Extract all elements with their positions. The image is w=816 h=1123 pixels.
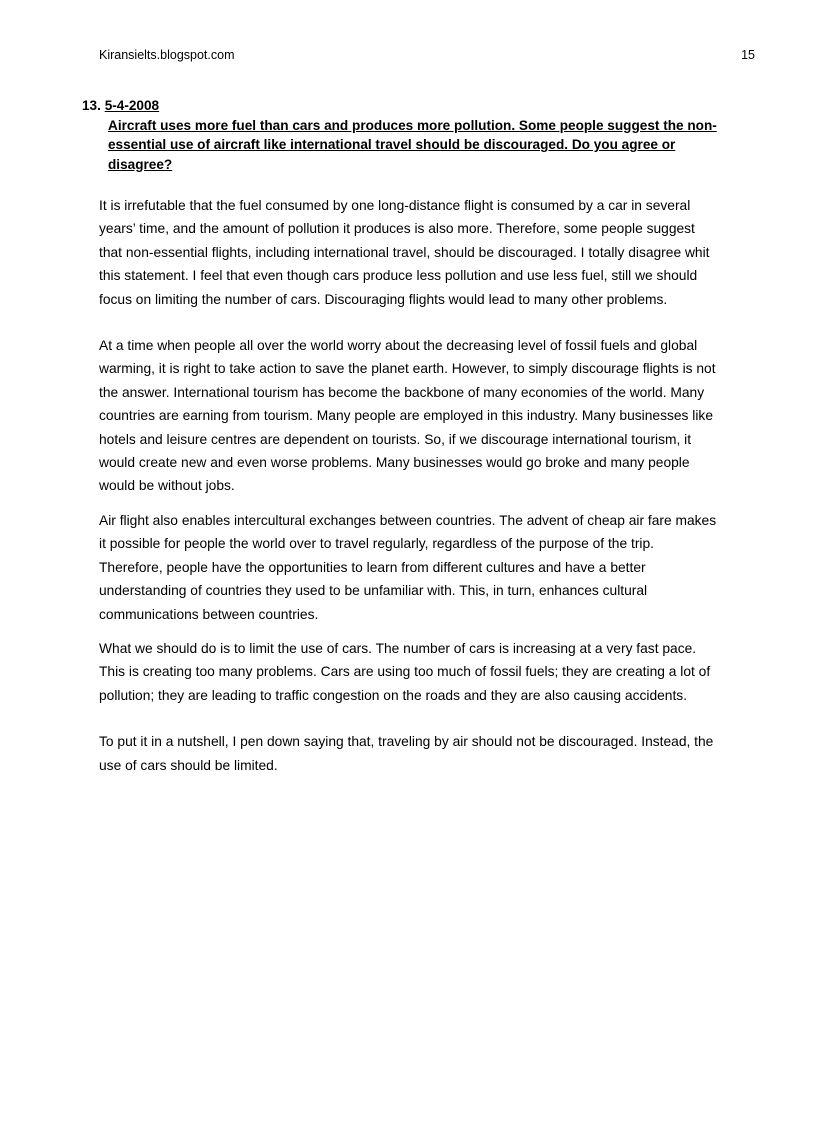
site-name: Kiransielts.blogspot.com — [99, 48, 235, 62]
question-prompt: Aircraft uses more fuel than cars and produces more pollution. Some people suggest the non-essential use of aircraft like international travel should be discouraged. Do you agree or disagree? — [108, 117, 717, 172]
essay-body — [99, 194, 719, 777]
essay-paragraph-1: It is irrefutable that the fuel consumed by one long-distance flight is consumed by a car in several years’ time, and the amount of pollution it produces is also more. Therefore, some people suggest that non-essential flights, including international travel, should be discouraged. I totally disagree whit this statement. I feel that even though cars produce less pollution and use less fuel, still we should focus on limiting the number of cars. Discouraging flights would lead to many other problems. — [99, 198, 710, 307]
essay-paragraph-5: To put it in a nutshell, I pen down saying that, traveling by air should not be discouraged. Instead, the use of cars should be limited. — [99, 734, 714, 773]
essay-paragraph-2: At a time when people all over the world worry about the decreasing level of fossil fuels and global warming, it is right to take action to save the planet earth. However, to simply discourage flights is not the answer. International tourism has become the backbone of many economies of the world. Many countries are earning from tourism. Many people are employed in this industry. Many businesses like hotels and leisure centres are dependent on tourists. So, if we discourage international tourism, it would create new and even worse problems. Many businesses would go broke and many people would be without jobs. — [99, 338, 716, 494]
question-number: 13. — [82, 98, 101, 113]
question-block — [82, 96, 722, 174]
page-header — [99, 48, 755, 66]
essay-paragraph-3: Air flight also enables intercultural exchanges between countries. The advent of cheap air fare makes it possible for people the world over to travel regularly, regardless of the purpose of the trip. Therefore, people have the opportunities to learn from different cultures and have a better understanding of countries they used to be unfamiliar with. This, in turn, enhances cultural communications between countries. — [99, 512, 717, 622]
question-date: 5-4-2008 — [104, 98, 160, 113]
page-number: 15 — [741, 48, 755, 62]
essay-paragraph-4: What we should do is to limit the use of cars. The number of cars is increasing at a very fast pace. This is creating too many problems. Cars are using too much of fossil fuels; they are creating a lot of pollution; they are leading to traffic congestion on the roads and they are also causing accidents. — [99, 640, 711, 703]
